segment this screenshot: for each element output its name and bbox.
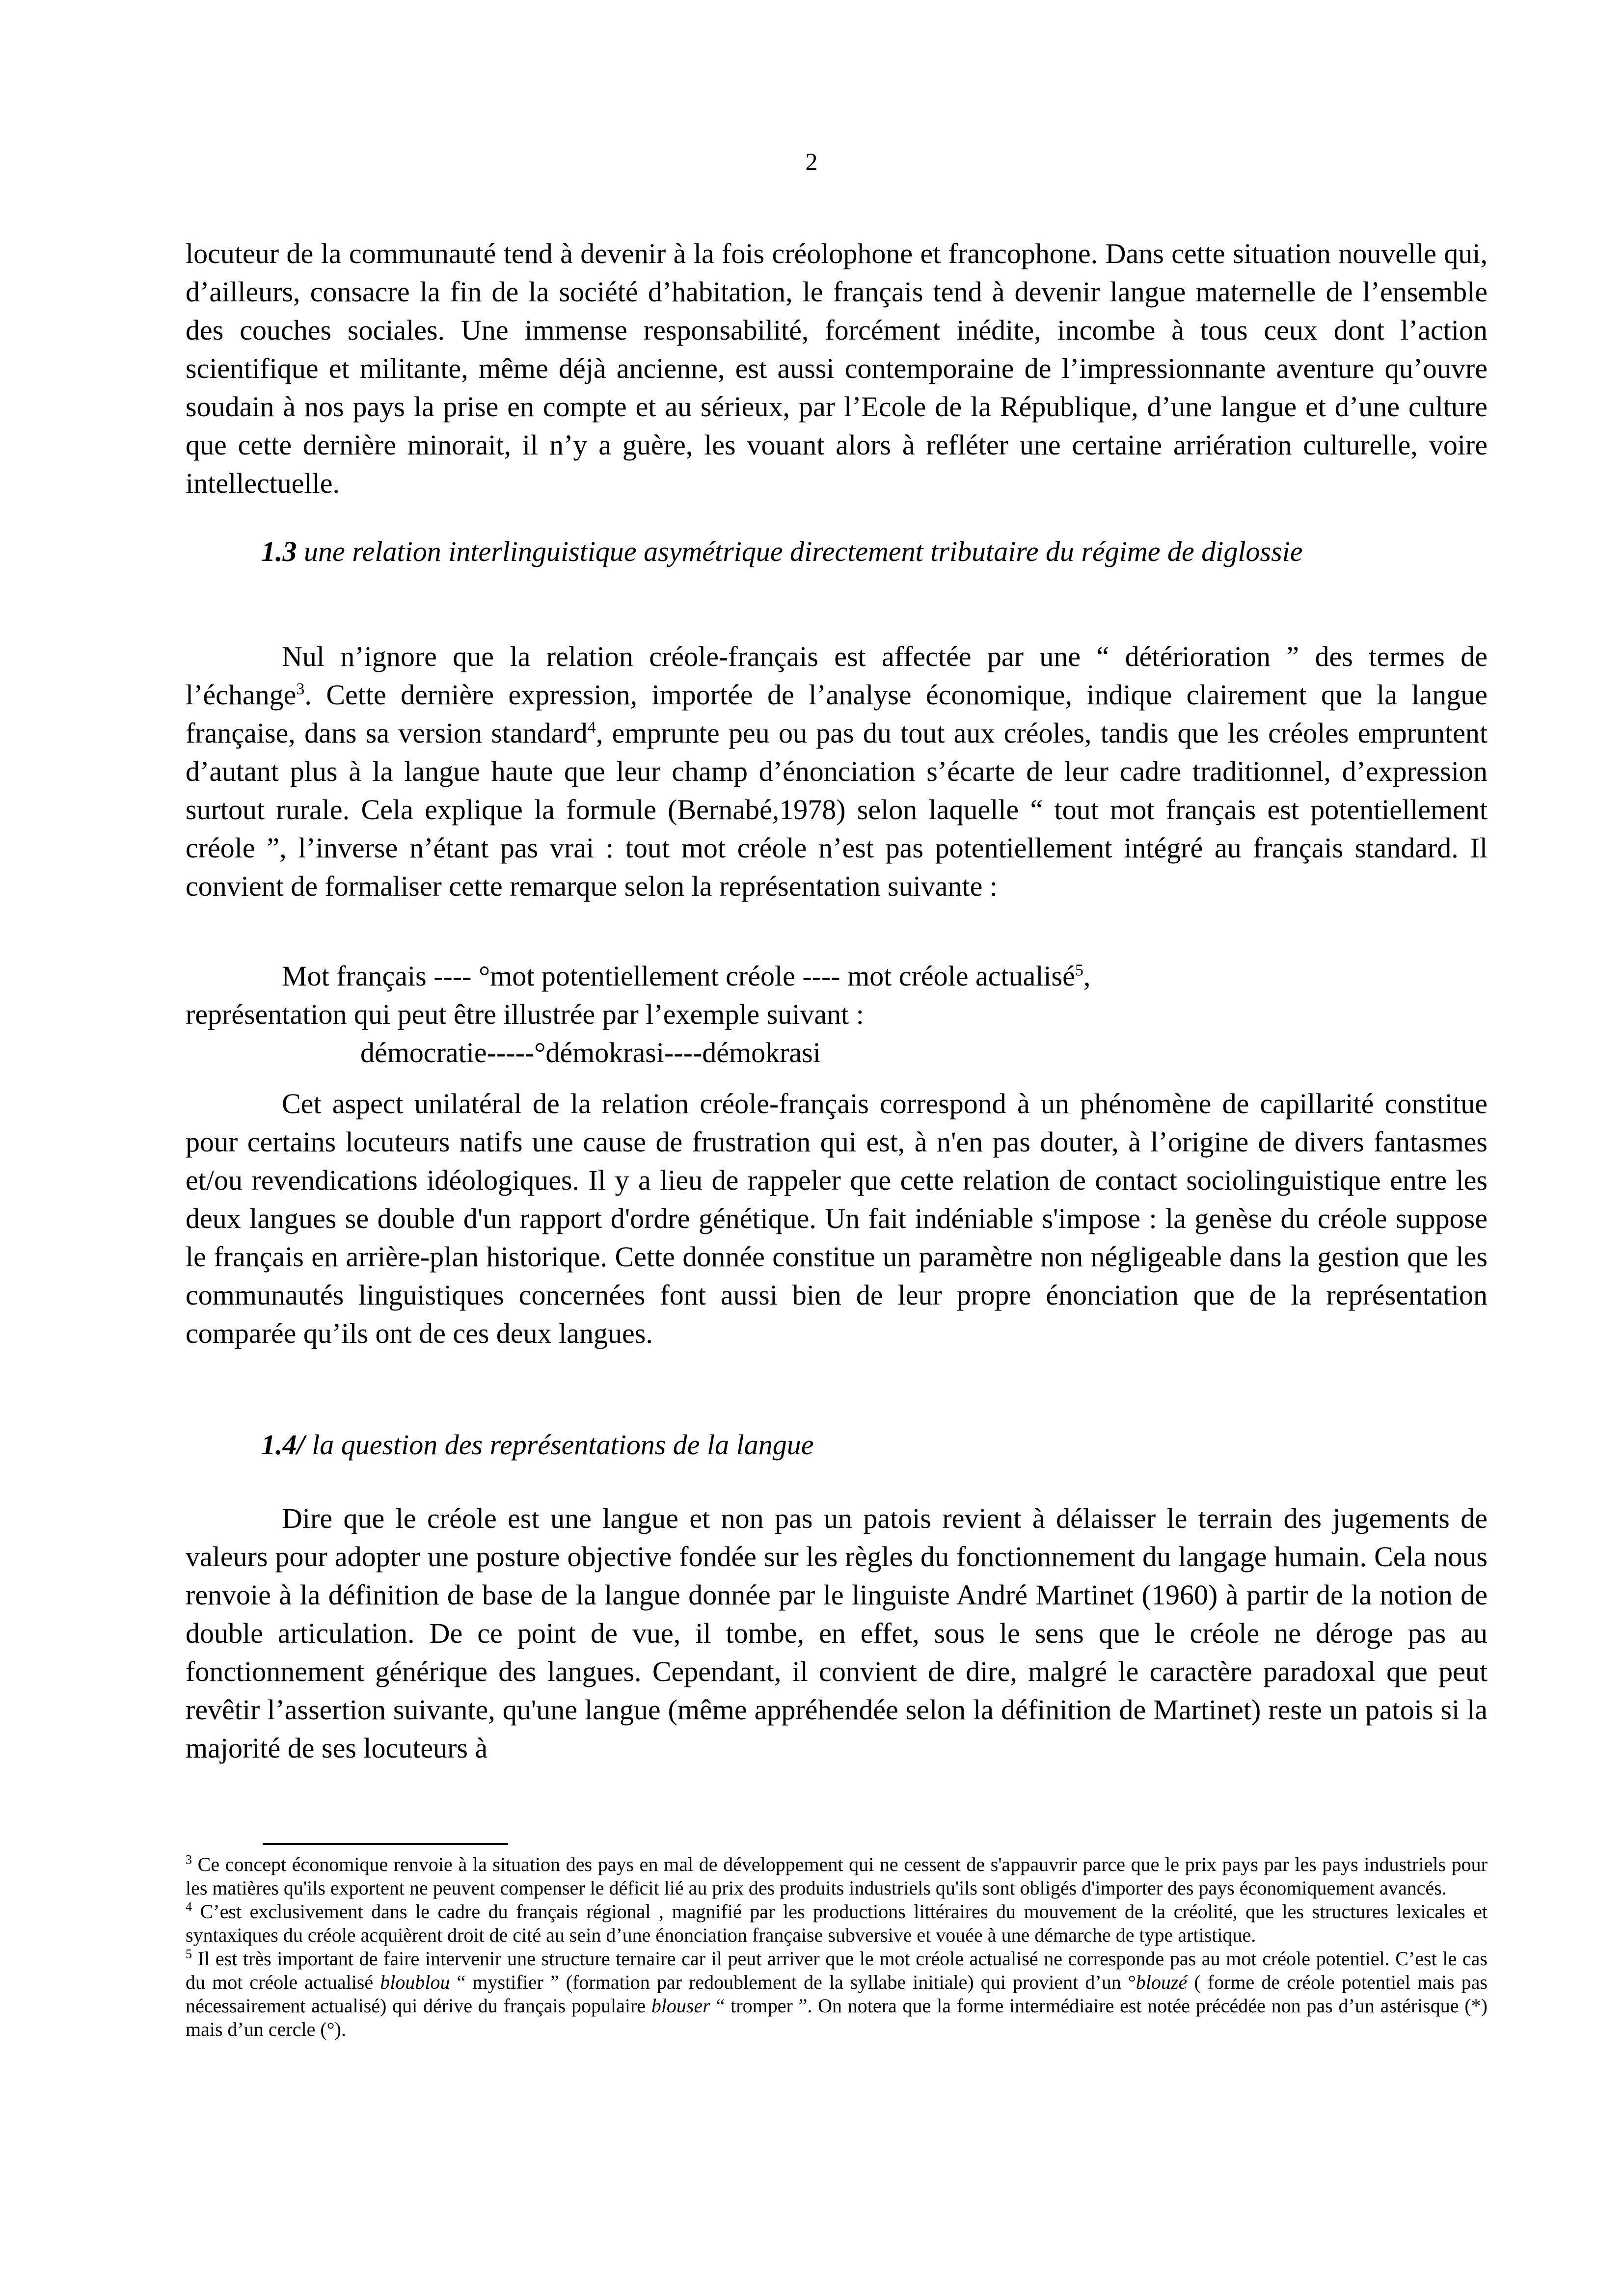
paragraph-text: Cet aspect unilatéral de la relation créole-français correspond à un phénomène de capillarité constitue pour certains locuteurs natifs une cause de frustration qui est, à n'en pas douter, à l’origine de divers fantasmes et/ou revendications idéologiques. Il y a lieu de rappeler que cette relation de contact sociolinguistique entre les deux langues se double d'un rapport d'ordre génétique. Un fait indéniable s'impose : la genèse du créole suppose le français en arrière-plan historique. Cette donnée constitue un paramètre non négligeable dans la gestion que les communautés linguistiques concernées font aussi bien de leur propre énonciation que de la représentation comparée qu’ils ont de ces deux langues.: [186, 1088, 1488, 1349]
footnote-4: [186, 1900, 1488, 1947]
footnote-separator: [263, 1843, 508, 1845]
page-number: 2: [805, 148, 818, 175]
footnote-number: 3: [186, 1852, 192, 1867]
paragraph-text: , emprunte peu ou pas du tout aux créoles, tandis que les créoles empruntent d’autant plus à la langue haute que leur champ d’énonciation s’écarte de leur cadre traditionnel, d’expression surtout rurale. Cela explique la formule (Bernabé,1978) selon laquelle “ tout mot français est potentiellement créole ”, l’inverse n’étant pas vrai : tout mot créole n’est pas potentiellement intégré au français standard. Il convient de formaliser cette remarque selon la représentation suivante :: [186, 717, 1488, 902]
paragraph-text: . Cette dernière expression, importée de l’analyse économique, indique clairement que la langue française, dans sa version standard: [186, 679, 1488, 749]
footnote-5: [186, 1947, 1488, 2041]
section-heading-1-4: [261, 1426, 814, 1464]
footnote-italic-term: blouser: [651, 1995, 710, 2017]
footnote-number: 4: [186, 1899, 192, 1914]
section-number: 1.4/: [261, 1429, 305, 1461]
footnotes: [186, 1853, 1488, 2041]
footnote-text: C’est exclusivement dans le cadre du français régional , magnifié par les productions littéraires du mouvement de la créolité, que les structures lexicales et syntaxiques du créole acquièrent droit de cité au sein d’une énonciation française subversive et vouée à une démarche de type artistique.: [186, 1900, 1488, 1946]
formula-tail: ,: [1083, 960, 1091, 992]
footnote-number: 5: [186, 1947, 192, 1961]
section-1-3-paragraph-1: [186, 638, 1488, 906]
paragraph-text: Dire que le créole est une langue et non pas un patois revient à délaisser le terrain des jugements de valeurs pour adopter une posture objective fondée sur les règles du fonctionnement du langage humain. Cela nous renvoie à la définition de base de la langue donnée par le linguiste André Martinet (1960) à partir de la notion de double articulation. De ce point de vue, il tombe, en effet, sous le sens que le créole ne déroge pas au fonctionnement générique des langues. Cependant, il convient de dire, malgré le caractère paradoxal que peut revêtir l’assertion suivante, qu'une langue (même appréhendée selon la définition de Martinet) reste un patois si la majorité de ses locuteurs à: [186, 1502, 1488, 1764]
footnote-ref-3[interactable]: 3: [296, 680, 305, 698]
paragraph-text: Nul n’ignore que la relation créole-français est affectée par une “ détérioration ” des termes de l’échange: [186, 641, 1488, 711]
section-1-4-paragraph-1: [186, 1499, 1488, 1767]
section-title: la question des représentations de la langue: [304, 1429, 814, 1461]
footnote-3: [186, 1853, 1488, 1900]
footnote-text: “ mystifier ” (formation par redoublement de la syllabe initiale) qui provient d’un °: [450, 1971, 1136, 1993]
footnote-text: Il est très important de faire intervenir une structure ternaire car il peut arriver que le mot créole actualisé ne corresponde pas au mot créole potentiel. C’est le cas du mot créole actualisé: [186, 1948, 1488, 1993]
footnote-ref-5[interactable]: 5: [1075, 961, 1083, 980]
footnote-text: Ce concept économique renvoie à la situation des pays en mal de développement qui ne cessent de s'appauvrir parce que le prix pays par les pays industriels pour les matières qu'ils exportent ne peuvent compenser le déficit lié au prix des produits industriels qu'ils sont obligés d'importer des pays économiquement avancés.: [186, 1853, 1488, 1899]
section-1-3-paragraph-2: [186, 1085, 1488, 1353]
footnote-text: ( forme de créole potentiel mais pas nécessairement actualisé) qui dérive du français populaire: [186, 1971, 1488, 2017]
footnote-italic-term: bloublou: [380, 1971, 450, 1993]
footnote-ref-4[interactable]: 4: [587, 718, 596, 737]
paragraph-continuation: [186, 235, 1488, 503]
section-heading-1-3: [261, 533, 1390, 571]
section-number: 1.3: [261, 535, 297, 567]
formula-line: [282, 957, 1090, 995]
footnote-italic-term: blouzé: [1136, 1971, 1188, 1993]
footnote-text: “ tromper ”. On notera que la forme intermédiaire est notée précédée non pas d’un astérisque (*) mais d’un cercle (°).: [186, 1995, 1488, 2040]
formula-intro: représentation qui peut être illustrée par l’exemple suivant :: [186, 998, 864, 1030]
paragraph-text: locuteur de la communauté tend à devenir à la fois créolophone et francophone. Dans cette situation nouvelle qui, d’ailleurs, consacre la fin de la société d’habitation, le français tend à devenir langue maternelle de l’ensemble des couches sociales. Une immense responsabilité, forcément inédite, incombe à tous ceux dont l’action scientifique et militante, même déjà ancienne, est aussi contemporaine de l’impressionnante aventure qu’ouvre soudain à nos pays la prise en compte et au sérieux, par l’Ecole de la République, d’une langue et d’une culture que cette dernière minorait, il n’y a guère, les vouant alors à refléter une certaine arriération culturelle, voire intellectuelle.: [186, 238, 1488, 499]
formula-text: Mot français ---- °mot potentiellement créole ---- mot créole actualisé: [282, 960, 1075, 992]
formula-example: démocratie-----°démokrasi----démokrasi: [360, 1037, 821, 1068]
section-title: une relation interlinguistique asymétrique directement tributaire du régime de diglossie: [297, 535, 1303, 567]
